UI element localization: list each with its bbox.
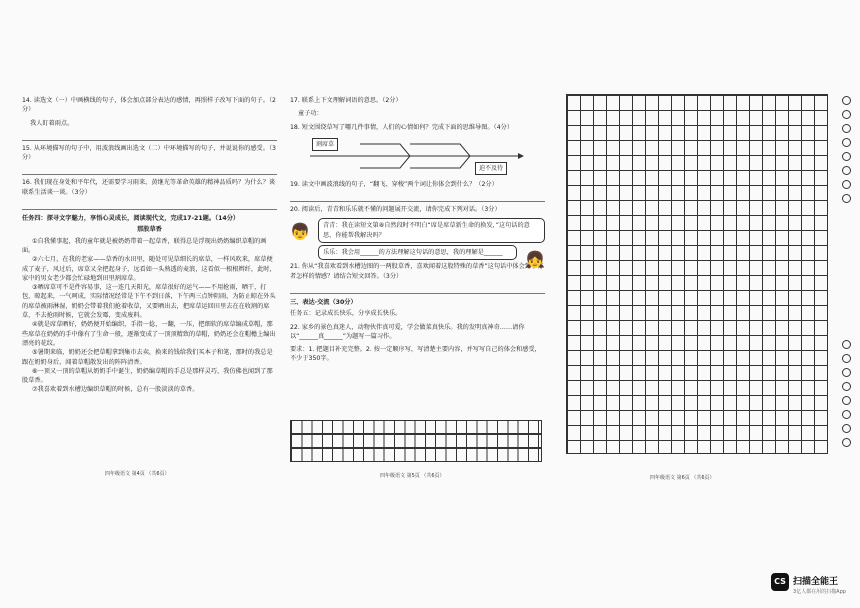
ring-icon <box>842 194 851 203</box>
question-14: 14. 读选文（一）中画横线的句子，体会加点部分表达的感情，再照样子改写下面的句子。（2分） <box>22 97 276 114</box>
story-paragraph: ①自我懂事起，我的童年就是被奶奶带着一起草香，联得总是浮现出奶奶编织草帽的画面。 <box>22 237 267 254</box>
answer-line <box>22 166 277 175</box>
lele-bubble: 乐乐：我会用______的方法理解这句话的意思，我的理解是______ <box>318 245 517 260</box>
page-6-footer: 四年级语文 第6页 （共6页） <box>650 475 715 481</box>
question-22: 22. 家乡的景色真迷人，动物伙伴真可爱，学会做菜真快乐。我的发明真神奇……请你以“______真______”为题写一篇习作。 <box>290 323 525 340</box>
writing-grid-row[interactable] <box>290 420 542 434</box>
page-4-column <box>22 96 277 395</box>
page-5-footer: 四年级语文 第5页 （共6页） <box>380 473 445 479</box>
ring-icon <box>842 124 851 133</box>
ring-icon <box>842 368 851 377</box>
ring-icon <box>842 396 851 405</box>
dialogue <box>290 218 545 270</box>
question-17: 17. 联系上下文理解词语的意思。（2分） <box>290 97 402 104</box>
story-paragraph: ⑦我喜欢着到水槽边编织草帽的时候，总有一股淡淡的草香。 <box>32 386 199 394</box>
question-18: 18. 短文围绕草写了哪几件事情，人们的心情如何？完成下面的思维导图。（4分） <box>290 123 514 131</box>
story-paragraph: ④就是席草晒好，奶奶便开始编织，手指一捻，一翻，一压，把细软的席草编成草帽，那些席草在奶奶的手中像有了生命一般，逐渐变成了一顶顶精致的草帽，奶奶还会在帽檐上编出漂亮的花纹。 <box>22 321 276 347</box>
qingqing-bubble: 青青：我在读短文第⑧自然段时不明白“席是席草新生命的换发，”这句话的意思，你能帮我解决吗？ <box>318 218 545 243</box>
story-paragraph: ⑤暑期来临，奶奶还会把草帽拿到集市去卖，换来的钱给我们买本子和笔，那时的我总是跟在奶奶身后，闻着草帽散发出的阵阵清香。 <box>22 349 273 366</box>
ring-icon <box>842 180 851 189</box>
story-paragraph: ②六七月，在我的老家——草香的水田里，随处可见草细长的席草，一样风吹来，席草便成了麦子，风过后，席草又全把起身子，远看如一头熟透的麦浪，这看似一根根辫纤，此时，家中的男女老少都会忙碌地到田里割席草。 <box>22 256 276 282</box>
mind-map <box>290 136 545 176</box>
task-five: 任务五：记录成长快乐，分享成长快乐。 <box>290 310 402 318</box>
ring-icon <box>842 96 851 105</box>
ring-icon <box>842 424 851 433</box>
watermark-subtitle: 3亿人都在用的扫描App <box>793 589 846 595</box>
page-5-column <box>290 96 545 368</box>
question-15: 15. 从环境描写的句子中，用波浪线画出选文（二）中环境描写的句子，并说说你的感受。（3分） <box>22 144 276 162</box>
question-19: 19. 读文中画波浪线的句子，“翻飞、穿梭”两个词让你体会到什么？（2分） <box>290 180 498 188</box>
answer-line <box>22 132 277 141</box>
ring-icon <box>842 354 851 363</box>
answer-line <box>22 201 277 210</box>
question-16: 16. 我们现在身处和平年代，还需要学习雨来、黄继光等革命英雄的精神品质吗？为什么？谈联系生活谈一谈。（3分） <box>22 179 276 196</box>
q17-word: 童子功： <box>298 110 323 118</box>
question-20: 20. 阅读后，青青和乐乐就不懂的问题展开交流，请你完成下列对话。（3分） <box>290 206 501 214</box>
box-harvest: 割席草 <box>312 138 338 151</box>
task-four-heading: 任务四：探寻文字魅力，享悟心灵成长，阅读现代文，完成17-21题。（14分） <box>22 215 240 223</box>
q14-example: 我人盯着雨点。 <box>30 119 74 127</box>
lele-avatar-icon: 👧 <box>525 250 545 270</box>
story-paragraph: ⑥一顶又一顶的草帽从奶奶手中诞生，奶奶编草帽的手总是那样灵巧，我仿佛也闻到了那股草香。 <box>22 367 273 385</box>
writing-grid-row[interactable] <box>290 434 542 448</box>
page-4-footer: 四年级语文 第4页 （共6页） <box>105 471 170 477</box>
ring-icon <box>842 438 851 447</box>
ring-icon <box>842 138 851 147</box>
box-eager: 迫不及待 <box>475 162 507 175</box>
ring-icon <box>842 110 851 119</box>
section-three-heading: 三、表达·交流（30分） <box>290 298 357 306</box>
qingqing-avatar-icon: 👦 <box>290 222 310 242</box>
answer-line <box>290 193 545 202</box>
composition-grid[interactable] <box>566 94 828 454</box>
q22-requirements: 要求：1. 把题目补充完整。2. 按一定顺序写，写清楚主要内容，并写写自己的体会和感受，不少于350字。 <box>290 346 541 363</box>
ring-icon <box>842 152 851 161</box>
story-title: 那股草香 <box>137 226 162 234</box>
ring-icon <box>842 340 851 349</box>
writing-grid-row[interactable] <box>290 448 542 462</box>
watermark-app-name: 扫描全能王 <box>793 577 839 587</box>
camscanner-logo-icon: CS <box>771 573 789 591</box>
ring-icon <box>842 166 851 175</box>
ring-icon <box>842 382 851 391</box>
answer-line <box>290 285 545 294</box>
question-21: 21. 你从“我喜欢看到水槽边图的一两股草香，喜欢闻着这股特殊的草香”这句话中体会到小作者怎样的情感？请结合短文回答。（3分） <box>290 263 544 280</box>
story-paragraph: ③晒席草可不是件容易事，这一连几天阳光，席草很好的运气——不用抢雨，晒干，打包，晾起来，一气呵成，实际情况经常是下午不到日落，下午两三点钟阴雨，为防止晾在外头的席草被雨淋湿，奶奶会带着我们抢着收草，又要晒出去，把席草运回田里去在在收割的席草，不去抢雨时候，它就会发霉，变成废料。 <box>22 284 276 320</box>
ring-icon <box>842 410 851 419</box>
